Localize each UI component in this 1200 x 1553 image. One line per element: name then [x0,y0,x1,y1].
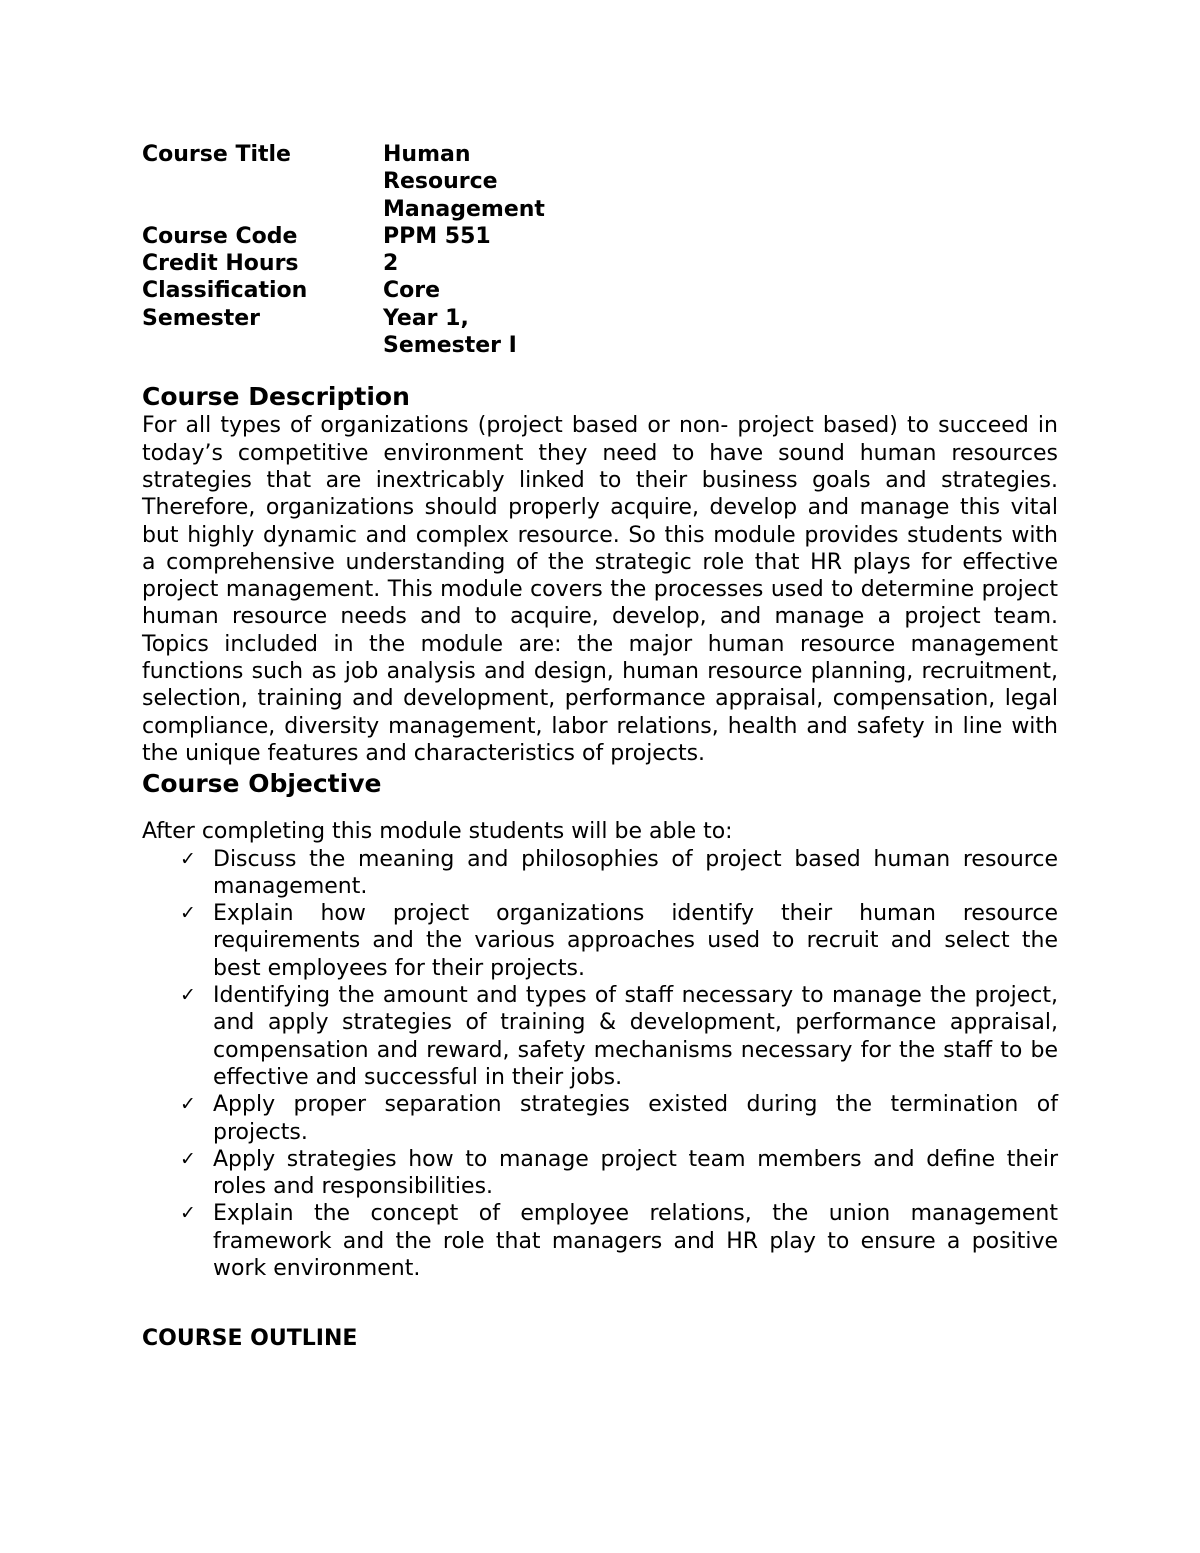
course-objective-intro: After completing this module students will be able to: [142,819,733,845]
semester-value: Year 1, Semester I [383,305,517,359]
check-mark-icon: ✓ [180,1202,196,1225]
check-mark-icon: ✓ [180,847,196,870]
semester-row [142,305,573,360]
classification-value: Core [383,278,441,304]
objective-text: Apply proper separation strategies existed during the termination of projects. [213,1092,1058,1145]
objective-list [142,846,1058,1283]
course-title-row [142,141,573,223]
objective-text: Explain how project organizations identify their human resource requirements and the various approaches used to recruit and select the best employees for their projects. [213,901,1058,981]
objective-text: Identifying the amount and types of staff necessary to manage the project, and apply strategies of training & development, performance appraisal, compensation and reward, safety mechanisms necessary for the staff to be effective and successful in their jobs. [213,983,1058,1090]
course-code-value: PPM 551 [383,223,491,249]
objective-item [142,1146,1058,1201]
objective-item [142,846,1058,901]
course-title-label: Course Title [142,142,291,167]
course-objective-heading: Course Objective [142,769,382,799]
objective-text: Apply strategies how to manage project team members and define their roles and responsibilities. [213,1146,1058,1200]
objective-text: Discuss the meaning and philosophies of project based human resource management. [213,846,1058,899]
check-mark-icon: ✓ [180,1093,196,1116]
objective-text: Explain the concept of employee relations, the union management framework and the role that managers and HR play to ensure a positive work environment. [213,1201,1058,1281]
semester-label: Semester [142,305,260,331]
objective-item [142,982,1058,1091]
credit-hours-label: Credit Hours [142,251,299,277]
document-content [142,141,1058,1353]
credit-hours-row [142,250,573,277]
course-outline-heading: COURSE OUTLINE [142,1326,358,1352]
course-description-text: For all types of organizations (project based or non- project based) to succeed in today’s competitive environment they need to have sound human resources strategies that are inextricably linked to their business goals and strategies. Therefore, organizations should properly acquire, develop and manage this vital but highly dynamic and complex resource. So this module provides students with a comprehensive understanding of the strategic role that HR plays for effective project management. This module covers the processes used to determine project human resource needs and to acquire, develop, and manage a project team. Topics included in the module are: the major human resource management functions such as job analysis and design, human resource planning, recruitment, selection, training and development, performance appraisal, compensation, legal compliance, diversity management, labor relations, health and safety in line with the unique features and characteristics of projects. [142,413,1058,766]
credit-hours-value: 2 [383,251,399,277]
classification-label: Classification [142,278,308,304]
course-title-value: Human Resource Management [383,142,545,222]
objective-item [142,1200,1058,1282]
objective-item [142,1091,1058,1146]
check-mark-icon: ✓ [180,984,196,1007]
course-description-heading: Course Description [142,382,410,412]
classification-row [142,277,573,304]
course-info-table [142,141,573,359]
check-mark-icon: ✓ [180,1147,196,1170]
objective-item [142,900,1058,982]
course-code-label: Course Code [142,223,298,249]
course-code-row [142,223,573,250]
check-mark-icon: ✓ [180,902,196,925]
